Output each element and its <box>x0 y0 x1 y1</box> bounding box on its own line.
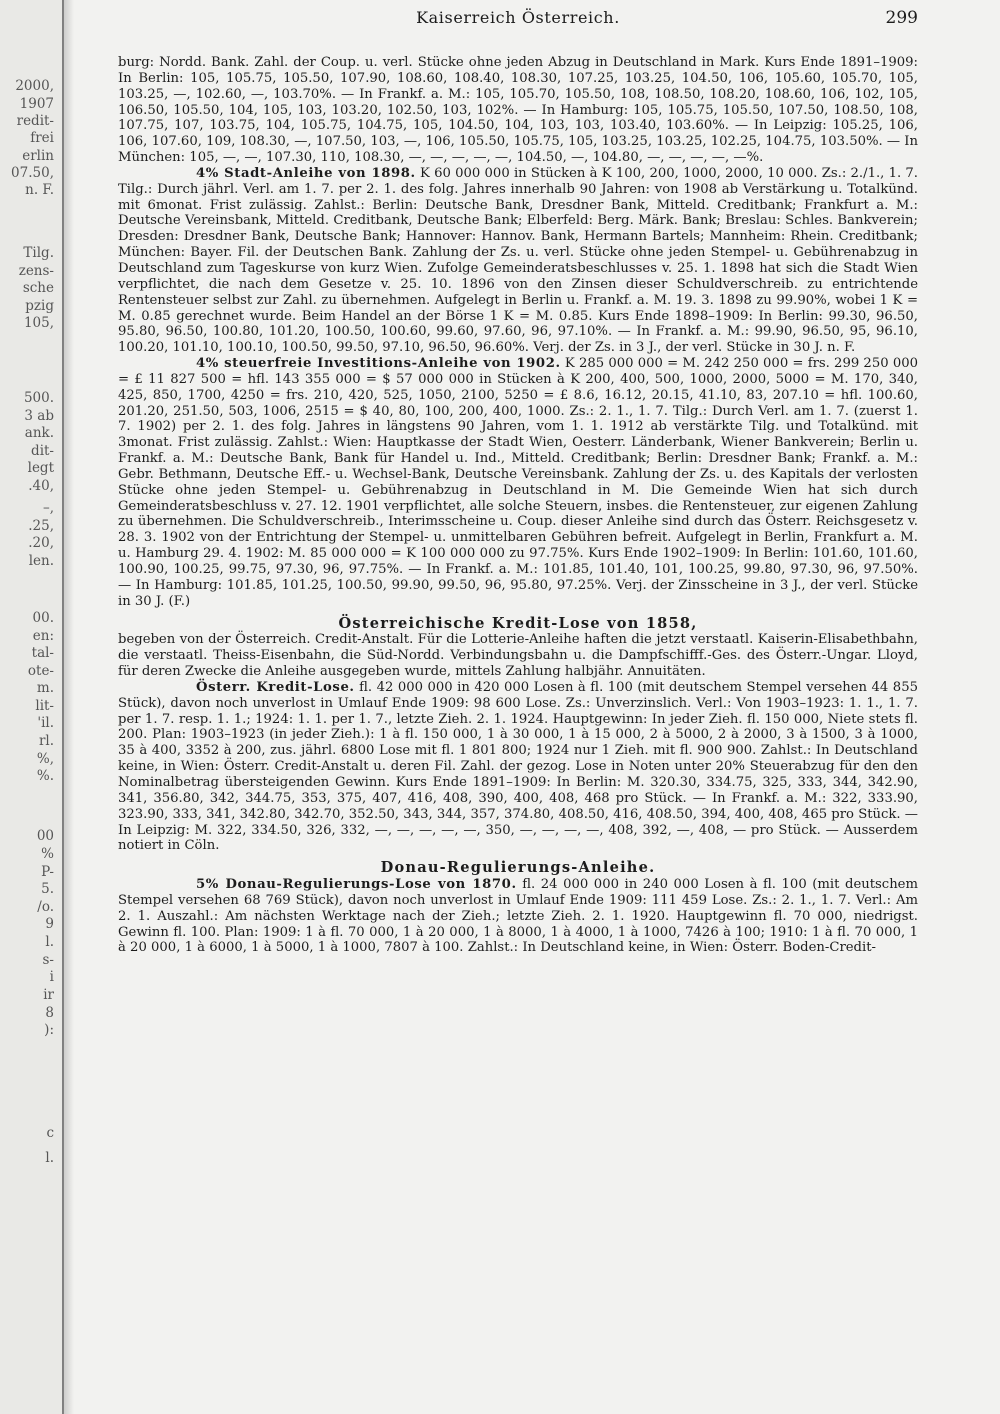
margin-fragment: .25, <box>28 518 54 534</box>
margin-fragment: pzig <box>25 298 54 314</box>
section-heading-donau-regulierung: Donau-Regulierungs-Anleihe. <box>380 859 656 877</box>
section-heading-kredit-lose: Österreichische Kredit-Lose von 1858, <box>338 614 698 632</box>
margin-fragment: /o. <box>37 899 54 915</box>
margin-fragment: erlin <box>22 148 54 164</box>
margin-fragment: 9 <box>45 916 54 932</box>
entry-body-donau-lose-1870: fl. 24 000 000 in 240 000 Losen à fl. 100 (mit deutschem Stempel versehen 68 769 Stück), davon noch unverlost in Umlauf Ende 1909: 111 459 Lose. Zs.: 2. 1., 1. 7. Verl.: Am 2. 1. Auszahl.: Am nächsten Werktage nach der Zieh.; letzte Zieh. 2. 1. 1920. Hauptgewinn fl. 70 000, niedrigst. Gewinn fl. 100. Plan: 1909: 1 à fl. 70 000, 1 à 20 000, 1 à 8000, 1 à 4000, 1 à 1000, 7426 à 100; 1910: 1 à fl. 70 000, 1 à 20 000, 1 à 6000, 1 à 5000, 1 à 1000, 7807 à 100. Zahlst.: In Deutschland keine, in Wien: Österr. Boden-Credit- <box>118 877 918 956</box>
margin-fragment: frei <box>30 130 54 146</box>
margin-fragment: zens- <box>18 263 54 279</box>
margin-fragment: ir <box>43 987 54 1003</box>
margin-fragment: s- <box>42 952 54 968</box>
margin-fragment: m. <box>36 680 54 696</box>
running-head <box>118 8 918 32</box>
margin-fragment: l. <box>45 934 54 950</box>
margin-fragment: rl. <box>38 733 54 749</box>
entry-body-investitions-anleihe-1902: K 285 000 000 = M. 242 250 000 = frs. 299 250 000 = £ 11 827 500 = hfl. 143 355 000 = $ 57 000 000 in Stücken à K 200, 400, 500, 1000, 2000, 5000 = M. 170, 340, 425, 850, 1700, 4250 = frs. 210, 420, 525, 1050, 2100, 5250 = £ 8.6, 16.12, 20.15, 41.10, 83, 207.10 = hfl. 100.60, 201.20, 251.50, 503, 1006, 2515 = $ 40, 80, 100, 200, 400, 1000. Zs.: 2. 1., 1. 7. Tilg.: Durch Verl. am 1. 7. (zuerst 1. 7. 1902) per 2. 1. des folg. Jahres in längstens 90 Jahren, vom 1. 1. 1912 ab verstärkte Tilg. und Totalkünd. mit 3monat. Frist zulässig. Zahlst.: Wien: Hauptkasse der Stadt Wien, Oesterr. Länderbank, Wiener Bankverein; Berlin u. Frankf. a. M.: Deutsche Bank, Bank für Handel u. Ind., Mitteld. Creditbank; Berlin: Dresdner Bank; Frankf. a. M.: Gebr. Bethmann, Deutsche Eff.- u. Wechsel-Bank, Deutsche Vereinsbank. Zahlung der Zs. u. des Kapitals der verlosten Stücke ohne jeden Stempel- u. Gebührenabzug in Deutschland in M. Die Gemeinde Wien hat sich durch Gemeinderatsbeschluss v. 27. 12. 1901 verpflichtet, alle solche Steuern, insbes. die Rentensteuer, zur eigenen Zahlung zu übernehmen. Die Schuldverschreib., Interimsscheine u. Coup. dieser Anleihe sind durch das Österr. Reichsgesetz v. 28. 3. 1902 von der Entrichtung der Stempel- u. unmittelbaren Gebühren befreit. Aufgelegt in Berlin, Frankfurt a. M. u. Hamburg 29. 4. 1902: M. 85 000 000 = K 100 000 000 zu 97.75%. Kurs Ende 1902–1909: In Berlin: 101.60, 101.60, 100.90, 100.25, 99.75, 97.30, 96, 97.75%. — In Frankf. a. M.: 101.85, 101.40, 101, 100.25, 99.80, 97.30, 96, 97.50%. — In Hamburg: 101.85, 101.25, 100.50, 99.90, 99.50, 96, 95.80, 97.25%. Verj. der Zinsscheine in 3 J., der verl. Stücke in 30 J. (F.) <box>118 356 918 609</box>
margin-fragment: %. <box>36 768 54 784</box>
paragraph-investitions-anleihe-1902 <box>118 356 918 610</box>
paragraph-donau-lose-1870 <box>118 877 918 956</box>
margin-fragment: tal- <box>31 645 54 661</box>
entry-body-kredit-lose: fl. 42 000 000 in 420 000 Losen à fl. 100 (mit deutschem Stempel versehen 44 855 Stück), davon noch unverlost in Umlauf Ende 1909: 98 600 Lose. Zs.: Unverzinslich. Verl.: Von 1903–1923: 1. 1., 1. 7. per 1. 7. resp. 1. 1.; 1924: 1. 1. per 1. 7., letzte Zieh. 2. 1. 1924. Hauptgewinn: In jeder Zieh. fl. 150 000, Niete stets fl. 200. Plan: 1903–1923 (in jeder Zieh.): 1 à fl. 150 000, 1 à 30 000, 1 à 15 000, 2 à 5000, 2 à 2000, 3 à 1500, 3 à 1000, 35 à 400, 3352 à 200, zus. jährl. 6800 Lose mit fl. 1 801 800; 1924 nur 1 Zieh. mit fl. 900 900. Zahlst.: In Deutschland keine, in Wien: Österr. Credit-Anstalt u. deren Fil. Zahl. der gezog. Lose in Noten unter 20% Steuerabzug für den den Nominalbetrag übersteigenden Gewinn. Kurs Ende 1891–1909: In Berlin: M. 320.30, 334.75, 325, 333, 344, 342.90, 341, 356.80, 342, 344.75, 353, 375, 407, 416, 408, 390, 400, 408, 468 pro Stück. — In Frankf. a. M.: 322, 333.90, 323.90, 333, 341, 342.80, 342.70, 352.50, 343, 344, 357, 374.80, 408.50, 416, 408.50, 394, 400, 408, 465 pro Stück. — In Leipzig: M. 322, 334.50, 326, 332, —, —, —, —, —, 350, —, —, —, —, 408, 392, —, 408, — pro Stück. — Ausserdem notiert in Cöln. <box>118 679 918 854</box>
margin-fragment: en: <box>32 628 54 644</box>
entry-heading-donau-lose-1870: 5% Donau-Regulierungs-Lose von 1870. <box>196 877 517 893</box>
margin-fragment: 5. <box>41 881 54 897</box>
text-column <box>118 55 918 956</box>
margin-fragment: 3 ab <box>24 408 54 424</box>
margin-fragment: 'il. <box>37 715 54 731</box>
margin-fragment: ): <box>44 1022 54 1038</box>
margin-fragment: dit- <box>31 443 54 459</box>
margin-fragment: ote- <box>27 663 54 679</box>
margin-fragment: 105, <box>23 315 54 331</box>
margin-fragment: %, <box>36 751 54 767</box>
entry-body-stadt-anleihe-1898: K 60 000 000 in Stücken à K 100, 200, 1000, 2000, 10 000. Zs.: 2./1., 1. 7. Tilg.: Durch jährl. Verl. am 1. 7. per 2. 1. des folg. Jahres innerhalb 90 Jahren: von 1908 ab Verstärkung u. Totalkünd. mit 6monat. Frist zulässig. Zahlst.: Berlin: Deutsche Bank, Dresdner Bank, Mitteld. Creditbank; Frankfurt a. M.: Deutsche Vereinsbank, Mitteld. Creditbank, Deutsche Bank; Elberfeld: Berg. Märk. Bank; Breslau: Schles. Bankverein; Dresden: Dresdner Bank, Deutsche Bank; Hannover: Hannov. Bank, Hermann Bartels; Mannheim: Rhein. Creditbank; München: Bayer. Fil. der Deutschen Bank. Zahlung der Zs. u. verl. Stücke ohne jeden Stempel- u. Gebührenabzug in Deutschland zum Tageskurse von kurz Wien. Zufolge Gemeinderatsbeschlusses v. 25. 1. 1898 hat sich die Stadt Wien verpflichtet, die nach dem Gesetze v. 25. 10. 1896 von den Zinsen dieser Schuldverschreib. zu entrichtende Rentensteuer selbst zur Zahl. zu übernehmen. Aufgelegt in Berlin u. Frankf. a. M. 19. 3. 1898 zu 99.90%, wobei 1 K = M. 0.85 gerechnet wurde. Beim Handel an der Börse 1 K = M. 0.85. Kurs Ende 1898–1909: In Berlin: 99.30, 96.50, 95.80, 96.50, 100.80, 101.20, 100.50, 100.60, 99.60, 97.60, 96, 97.10%. — In Frankf. a. M.: 99.90, 96.50, 95, 96.10, 100.20, 101.10, 100.10, 100.50, 99.50, 97.10, 96.50, 96.60%. Verj. der Zs. in 3 J., der verl. Stücke in 30 J. n. F. <box>118 165 919 356</box>
entry-heading-kredit-lose: Österr. Kredit-Lose. <box>196 679 355 695</box>
margin-fragment: P- <box>41 864 54 880</box>
margin-fragment: lit- <box>35 698 54 714</box>
margin-fragment: l. <box>45 1150 54 1166</box>
page-number: 299 <box>885 8 918 28</box>
entry-heading-investitions-anleihe-1902: 4% steuerfreie Investitions-Anleihe von 1902. <box>196 356 561 372</box>
previous-page-margin <box>0 0 64 1414</box>
book-gutter <box>62 0 74 1414</box>
paragraph-stadt-continuation: burg: Nordd. Bank. Zahl. der Coup. u. verl. Stücke ohne jeden Abzug in Deutschland in Mark. Kurs Ende 1891–1909: In Berlin: 105, 105.75, 105.50, 107.90, 108.60, 108.40, 108.30, 107.25, 103.25, 104.50, 106, 105.60, 105.70, 105, 103.25, —, 102.60, —, 103.70%. — In Frankf. a. M.: 105, 105.70, 105.50, 108, 108.50, 108.20, 108.60, 106, 102, 105, 106.50, 105.50, 104, 105, 103, 103.20, 102.50, 103, 102%. — In Hamburg: 105, 105.75, 105.50, 107.50, 108.50, 108, 107.75, 107, 103.75, 104, 105.75, 104.75, 105, 104.50, 104, 103, 103, 103.40, 103.60%. — In Leipzig: 105.25, 106, 106, 107.60, 109, 108.30, —, 107.50, 103, —, 106, 105.50, 105.75, 105, 103.25, 103.25, 102.25, 104.75, 103.50%. — In München: 105, —, —, 107.30, 110, 108.30, —, —, —, —, —, 104.50, —, 104.80, —, —, —, —, —%. <box>118 55 918 166</box>
margin-fragment: 00 <box>36 828 54 844</box>
margin-fragment: n. F. <box>25 182 54 198</box>
margin-fragment: ank. <box>24 425 54 441</box>
margin-fragment: redit- <box>16 113 54 129</box>
margin-fragment: i <box>49 969 54 985</box>
paragraph-kredit-lose <box>118 680 918 854</box>
margin-fragment: c <box>46 1125 54 1141</box>
margin-fragment: –, <box>42 500 54 516</box>
margin-fragment: .40, <box>28 478 54 494</box>
margin-fragment: 2000, <box>15 78 54 94</box>
margin-fragment: legt <box>27 460 54 476</box>
margin-fragment: 00. <box>32 610 54 626</box>
entry-heading-stadt-anleihe-1898: 4% Stadt-Anleihe von 1898. <box>196 165 416 181</box>
paragraph-kredit-intro: begeben von der Österreich. Credit-Anstalt. Für die Lotterie-Anleihe haften die jetzt verstaatl. Kaiserin-Elisabethbahn, die verstaatl. Theiss-Eisenbahn, die Süd-Nordd. Verbindungsbahn u. die Dampfschifff.-Ges. des Österr.-Ungar. Lloyd, für deren Zwecke die Anleihe ausgegeben wurde, mittels Zahlung halbjähr. Annuitäten. <box>118 632 918 680</box>
margin-fragment: sche <box>22 280 54 296</box>
margin-fragment: Tilg. <box>23 245 54 261</box>
margin-fragment: 07.50, <box>11 165 54 181</box>
margin-fragment: .20, <box>28 535 54 551</box>
margin-fragment: 1907 <box>19 96 54 112</box>
margin-fragment: % <box>41 846 54 862</box>
margin-fragment: len. <box>28 553 54 569</box>
running-title: Kaiserreich Österreich. <box>416 8 620 27</box>
paragraph-stadt-anleihe-1898 <box>118 166 918 356</box>
margin-fragment: 8 <box>45 1005 54 1021</box>
margin-fragment: 500. <box>23 390 54 406</box>
